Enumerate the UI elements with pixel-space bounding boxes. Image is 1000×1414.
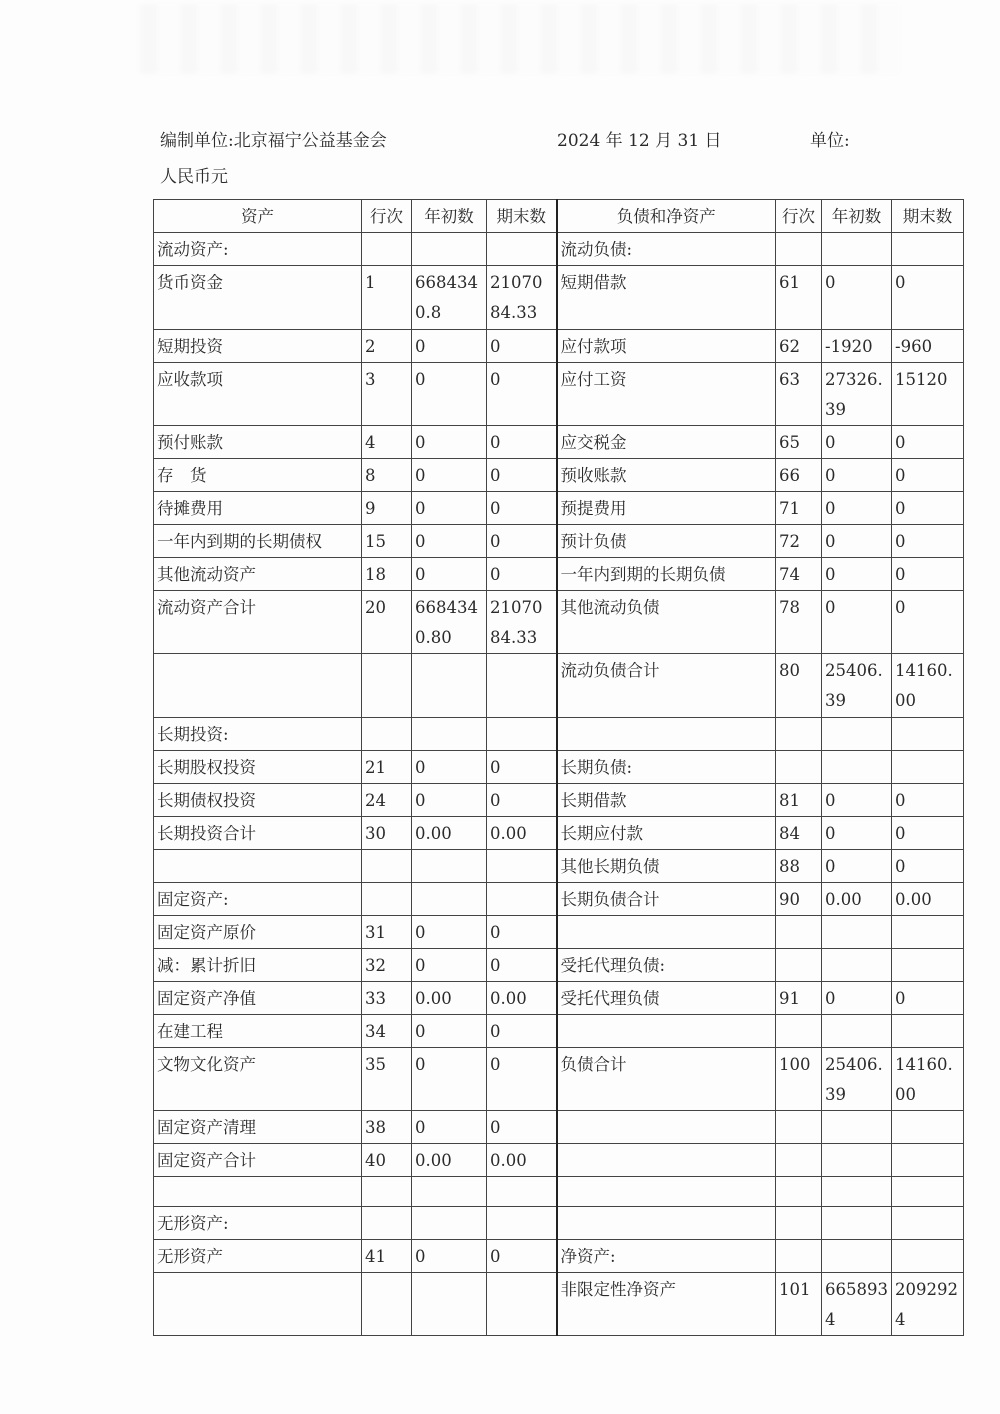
table-cell (822, 1207, 892, 1240)
table-cell: 长期投资: (154, 718, 362, 751)
table-cell (776, 949, 822, 982)
table-cell: 0 (892, 459, 964, 492)
unit-label: 单位: (810, 131, 850, 151)
table-row (154, 1177, 964, 1207)
table-cell (154, 1177, 362, 1207)
table-cell (822, 1015, 892, 1048)
table-cell (362, 883, 412, 916)
table-cell: 40 (362, 1144, 412, 1177)
table-row (154, 982, 964, 1015)
table-cell: 15 (362, 525, 412, 558)
table-cell (822, 751, 892, 784)
table-cell (362, 1177, 412, 1207)
table-cell: 0 (892, 817, 964, 850)
table-cell: 0.00 (412, 1144, 487, 1177)
table-cell (487, 1177, 557, 1207)
table-cell: 0.00 (487, 982, 557, 1015)
table-cell (487, 233, 557, 266)
table-cell: 0 (487, 492, 557, 525)
table-cell (362, 850, 412, 883)
table-cell (557, 1015, 776, 1048)
table-row (154, 233, 964, 266)
table-cell: 31 (362, 916, 412, 949)
table-row (154, 1207, 964, 1240)
table-row (154, 363, 964, 426)
table-cell: 8 (362, 459, 412, 492)
table-cell (776, 916, 822, 949)
table-cell (412, 718, 487, 751)
table-cell (557, 916, 776, 949)
table-cell (892, 751, 964, 784)
table-cell: 14160.00 (892, 654, 964, 718)
table-cell (362, 233, 412, 266)
table-cell (776, 1240, 822, 1273)
table-cell: 0 (822, 266, 892, 330)
table-cell: 0 (487, 558, 557, 591)
table-cell (776, 1144, 822, 1177)
table-cell: 长期应付款 (557, 817, 776, 850)
table-cell: 90 (776, 883, 822, 916)
table-cell: 80 (776, 654, 822, 718)
table-cell: 21 (362, 751, 412, 784)
table-cell: 0 (822, 426, 892, 459)
table-cell: 0 (412, 363, 487, 426)
table-cell: 流动资产合计 (154, 591, 362, 654)
table-cell (776, 751, 822, 784)
table-cell: 6684340.8 (412, 266, 487, 330)
col-line: 行次 (362, 200, 412, 233)
table-cell: 0.00 (822, 883, 892, 916)
table-cell: 流动负债: (557, 233, 776, 266)
table-cell: 0 (487, 1111, 557, 1144)
table-cell: 0 (822, 558, 892, 591)
col-line2: 行次 (776, 200, 822, 233)
table-cell: 固定资产原价 (154, 916, 362, 949)
table-body (154, 233, 964, 1336)
table-cell (412, 850, 487, 883)
scan-noise (140, 4, 900, 74)
col-end: 期末数 (487, 200, 557, 233)
table-cell: 短期借款 (557, 266, 776, 330)
table-cell: 无形资产: (154, 1207, 362, 1240)
table-cell: 其他长期负债 (557, 850, 776, 883)
table-cell (557, 1177, 776, 1207)
table-cell (822, 949, 892, 982)
table-cell: 货币资金 (154, 266, 362, 330)
table-cell: 0 (892, 591, 964, 654)
col-end2: 期末数 (892, 200, 964, 233)
table-cell (412, 1207, 487, 1240)
table-cell: 101 (776, 1273, 822, 1336)
table-cell: 38 (362, 1111, 412, 1144)
table-cell (776, 1111, 822, 1144)
table-cell (412, 1177, 487, 1207)
table-cell: 2107084.33 (487, 591, 557, 654)
org-label: 编制单位:北京福宁公益基金会 (160, 131, 387, 151)
table-cell (487, 883, 557, 916)
table-cell (892, 1144, 964, 1177)
table-cell (892, 916, 964, 949)
table-cell: 25406.39 (822, 654, 892, 718)
table-cell (557, 1207, 776, 1240)
table-cell: 24 (362, 784, 412, 817)
table-cell: 88 (776, 850, 822, 883)
table-cell (362, 718, 412, 751)
table-cell: 27326.39 (822, 363, 892, 426)
table-row (154, 654, 964, 718)
table-cell: 0 (487, 426, 557, 459)
table-cell: 长期负债: (557, 751, 776, 784)
table-cell: -960 (892, 330, 964, 363)
table-cell: 0 (892, 525, 964, 558)
table-row (154, 330, 964, 363)
table-cell: 34 (362, 1015, 412, 1048)
table-cell: 0 (822, 591, 892, 654)
table-row (154, 558, 964, 591)
report-date: 2024 年 12 月 31 日 (557, 131, 722, 151)
table-cell: 其他流动负债 (557, 591, 776, 654)
table-cell: 0.00 (412, 982, 487, 1015)
table-cell: 72 (776, 525, 822, 558)
table-row (154, 850, 964, 883)
table-cell (822, 718, 892, 751)
col-begin2: 年初数 (822, 200, 892, 233)
table-cell (822, 233, 892, 266)
table-cell: 0 (892, 558, 964, 591)
table-cell: 0 (822, 784, 892, 817)
table-cell: 6684340.80 (412, 591, 487, 654)
table-cell: 0 (487, 525, 557, 558)
table-cell: 预计负债 (557, 525, 776, 558)
table-row (154, 784, 964, 817)
table-cell: 固定资产合计 (154, 1144, 362, 1177)
col-assets: 资产 (154, 200, 362, 233)
table-row (154, 591, 964, 654)
table-cell (776, 233, 822, 266)
table-cell: 0 (487, 459, 557, 492)
table-cell (154, 1273, 362, 1336)
table-cell (412, 233, 487, 266)
table-cell: 100 (776, 1048, 822, 1111)
table-cell: 短期投资 (154, 330, 362, 363)
table-row (154, 949, 964, 982)
table-cell: 0 (487, 916, 557, 949)
table-cell: 长期债权投资 (154, 784, 362, 817)
table-cell: 应收款项 (154, 363, 362, 426)
table-cell: 62 (776, 330, 822, 363)
table-cell: 0 (822, 850, 892, 883)
table-cell (487, 850, 557, 883)
table-cell: 0 (412, 1048, 487, 1111)
table-cell: 81 (776, 784, 822, 817)
table-cell (487, 654, 557, 718)
table-cell (776, 1015, 822, 1048)
table-row (154, 1111, 964, 1144)
table-cell (412, 1273, 487, 1336)
table-cell: 0.00 (487, 817, 557, 850)
table-cell: 0.00 (892, 883, 964, 916)
table-cell: 0 (412, 916, 487, 949)
table-cell: 25406.39 (822, 1048, 892, 1111)
table-cell: 0 (412, 492, 487, 525)
table-cell: 30 (362, 817, 412, 850)
table-cell: 0 (487, 1048, 557, 1111)
table-cell: -1920 (822, 330, 892, 363)
table-cell: 0 (487, 949, 557, 982)
table-cell (822, 1177, 892, 1207)
table-cell: 0 (822, 817, 892, 850)
table-cell: 32 (362, 949, 412, 982)
table-cell: 待摊费用 (154, 492, 362, 525)
balance-sheet-table (153, 199, 964, 1336)
table-cell: 受托代理负债: (557, 949, 776, 982)
table-cell (822, 916, 892, 949)
table-cell: 在建工程 (154, 1015, 362, 1048)
table-cell: 0 (412, 1111, 487, 1144)
table-row (154, 1015, 964, 1048)
table-cell: 2107084.33 (487, 266, 557, 330)
table-cell: 应交税金 (557, 426, 776, 459)
table-cell (557, 1144, 776, 1177)
table-cell: 66 (776, 459, 822, 492)
table-cell: 固定资产清理 (154, 1111, 362, 1144)
table-cell: 41 (362, 1240, 412, 1273)
table-cell: 受托代理负债 (557, 982, 776, 1015)
table-cell: 净资产: (557, 1240, 776, 1273)
table-cell: 0 (487, 363, 557, 426)
table-cell: 减：累计折旧 (154, 949, 362, 982)
table-row (154, 916, 964, 949)
table-cell: 4 (362, 426, 412, 459)
table-cell: 长期借款 (557, 784, 776, 817)
table-row (154, 751, 964, 784)
table-cell: 流动负债合计 (557, 654, 776, 718)
table-cell (362, 1273, 412, 1336)
table-cell: 9 (362, 492, 412, 525)
table-cell (892, 1240, 964, 1273)
table-cell: 0 (412, 1240, 487, 1273)
table-cell: 长期股权投资 (154, 751, 362, 784)
table-cell: 固定资产净值 (154, 982, 362, 1015)
table-row (154, 718, 964, 751)
table-cell: 71 (776, 492, 822, 525)
header-row (154, 200, 964, 233)
table-cell: 63 (776, 363, 822, 426)
table-cell (487, 718, 557, 751)
table-row (154, 1144, 964, 1177)
table-cell: 无形资产 (154, 1240, 362, 1273)
currency-label: 人民币元 (160, 167, 228, 187)
table-cell: 0 (412, 459, 487, 492)
table-cell: 固定资产: (154, 883, 362, 916)
table-cell: 84 (776, 817, 822, 850)
table-cell: 0 (822, 459, 892, 492)
table-cell: 存 货 (154, 459, 362, 492)
table-cell: 长期投资合计 (154, 817, 362, 850)
table-cell: 2092924 (892, 1273, 964, 1336)
table-cell: 91 (776, 982, 822, 1015)
table-cell (822, 1240, 892, 1273)
table-cell (892, 1177, 964, 1207)
table-cell (487, 1273, 557, 1336)
table-cell: 一年内到期的长期负债 (557, 558, 776, 591)
table-cell: 非限定性净资产 (557, 1273, 776, 1336)
table-cell: 0 (487, 330, 557, 363)
table-row (154, 1240, 964, 1273)
col-begin: 年初数 (412, 200, 487, 233)
table-cell (362, 654, 412, 718)
table-row (154, 1273, 964, 1336)
table-cell: 负债合计 (557, 1048, 776, 1111)
table-cell: 预收账款 (557, 459, 776, 492)
table-cell: 0 (487, 1240, 557, 1273)
table-cell: 其他流动资产 (154, 558, 362, 591)
table-cell: 长期负债合计 (557, 883, 776, 916)
table-cell: 0 (412, 426, 487, 459)
table-cell: 预付账款 (154, 426, 362, 459)
table-cell (557, 1111, 776, 1144)
table-cell (822, 1144, 892, 1177)
table-cell: 0 (412, 558, 487, 591)
table-cell: 0 (487, 751, 557, 784)
table-cell: 61 (776, 266, 822, 330)
report-header (160, 128, 960, 154)
table-cell: 应付款项 (557, 330, 776, 363)
table-cell (362, 1207, 412, 1240)
table-cell: 应付工资 (557, 363, 776, 426)
table-cell: 0 (412, 1015, 487, 1048)
table-cell (776, 718, 822, 751)
table-cell: 0 (822, 492, 892, 525)
table-cell: 15120 (892, 363, 964, 426)
table-cell (892, 233, 964, 266)
table-cell: 0 (892, 426, 964, 459)
table-cell: 0 (822, 982, 892, 1015)
table-cell (822, 1111, 892, 1144)
table-row (154, 883, 964, 916)
table-cell: 流动资产: (154, 233, 362, 266)
table-cell: 0 (892, 850, 964, 883)
table-cell: 20 (362, 591, 412, 654)
table-cell (892, 1015, 964, 1048)
col-liabilities: 负债和净资产 (557, 200, 776, 233)
table-cell: 0.00 (412, 817, 487, 850)
table-cell: 0 (892, 982, 964, 1015)
table-cell: 一年内到期的长期债权 (154, 525, 362, 558)
table-cell: 0 (412, 949, 487, 982)
table-cell (154, 654, 362, 718)
table-cell: 33 (362, 982, 412, 1015)
table-row (154, 525, 964, 558)
table-cell (412, 654, 487, 718)
table-cell: 0 (822, 525, 892, 558)
table-cell (412, 883, 487, 916)
table-cell: 3 (362, 363, 412, 426)
table-cell: 74 (776, 558, 822, 591)
table-cell: 0.00 (487, 1144, 557, 1177)
table-cell: 0 (412, 525, 487, 558)
table-cell: 78 (776, 591, 822, 654)
table-cell: 0 (892, 492, 964, 525)
table-cell (487, 1207, 557, 1240)
table-cell: 0 (487, 1015, 557, 1048)
table-cell: 0 (412, 330, 487, 363)
table-cell (892, 718, 964, 751)
table-cell: 0 (487, 784, 557, 817)
table-row (154, 492, 964, 525)
table-cell: 6658934 (822, 1273, 892, 1336)
table-row (154, 1048, 964, 1111)
table-cell: 0 (412, 784, 487, 817)
table-cell (892, 1111, 964, 1144)
table-cell: 2 (362, 330, 412, 363)
table-cell: 1 (362, 266, 412, 330)
table-cell: 18 (362, 558, 412, 591)
table-cell (154, 850, 362, 883)
table-cell: 0 (892, 784, 964, 817)
table-cell (557, 718, 776, 751)
table-cell (776, 1207, 822, 1240)
table-row (154, 266, 964, 330)
table-row (154, 459, 964, 492)
table-cell (892, 949, 964, 982)
table-cell: 14160.00 (892, 1048, 964, 1111)
table-row (154, 426, 964, 459)
table-cell: 65 (776, 426, 822, 459)
table-cell: 0 (892, 266, 964, 330)
table-cell (892, 1207, 964, 1240)
table-cell: 文物文化资产 (154, 1048, 362, 1111)
table-cell (776, 1177, 822, 1207)
table-cell: 预提费用 (557, 492, 776, 525)
table-cell: 0 (412, 751, 487, 784)
table-cell: 35 (362, 1048, 412, 1111)
table-row (154, 817, 964, 850)
